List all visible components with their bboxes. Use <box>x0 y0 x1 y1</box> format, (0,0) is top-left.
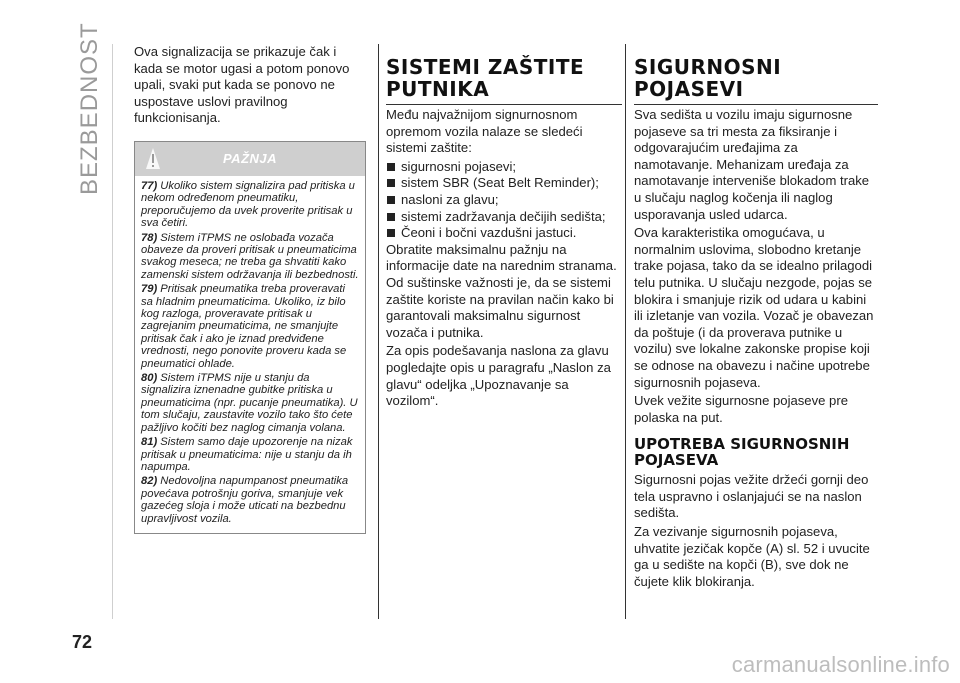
body-paragraph: Obratite maksimalnu pažnju na informacije date na narednim stranama. Od suštinske važnosti je, da se sistemi zaštite koriste na pravilan način kako bi garantovali maksimalnu sigurnost vozača i putnika. <box>386 241 617 340</box>
warning-item-text: Sistem iTPMS nije u stanju da signalizira iznenadne gubitke pritiska u pneumaticima (npr. pucanje pneumatika). U tom slučaju, zaustavite vozilo tako što ćete pažljivo kočiti bez naglog cimanja volana. <box>141 372 358 434</box>
list-item: nasloni za glavu; <box>386 192 622 209</box>
body-paragraph: Sva sedišta u vozilu imaju sigurnosne pojaseve sa tri mesta za fiksiranje i odgovarajućim uređajima za namotavanje. Mehanizam uređaja za namotavanje interveniše blokadom trake u slučaju naglog kočenja ili naglog usporavanja usled udarca. <box>634 107 870 222</box>
warning-item <box>141 180 359 230</box>
warning-item-number: 80) <box>141 372 158 385</box>
warning-item-text: Ukoliko sistem signalizira pad pritiska u nekom određenom pneumatiku, preporučujemo da uvek proverite pritisak u sva četiri. <box>141 179 355 230</box>
column-divider-1 <box>378 44 379 619</box>
warning-box <box>134 141 366 534</box>
warning-item-text: Pritisak pneumatika treba proveravati sa hladnim pneumaticima. Ukoliko, iz bilo kog razloga, proveravate pritisak u zagrejanim pneumaticima, ne smanjujte pritisak čak i ako je iznad predviđene vrednosti, nego ponovite proveru kada se pneumatici ohlade. <box>141 283 347 370</box>
warning-item-number: 79) <box>141 283 158 296</box>
warning-item-text: Sistem iTPMS ne oslobađa vozača obaveze da proveri pritisak u pneumaticima svakog meseca; ne treba ga shvatiti kako zamenski sistem održavanja ili bezbednosti. <box>141 231 359 281</box>
warning-item <box>141 283 359 370</box>
side-divider <box>112 44 113 619</box>
warning-item-number: 82) <box>141 475 158 488</box>
body-paragraph: Uvek vežite sigurnosne pojaseve pre polaska na put. <box>634 393 848 425</box>
warning-item-number: 78) <box>141 231 158 244</box>
watermark: carmanualsonline.info <box>731 652 950 677</box>
column-divider-2 <box>625 44 626 619</box>
body-paragraph: Ova karakteristika omogućava, u normalnim uslovima, slobodno kretanje trake pojasa, tako da se idealno prilagodi telu putnika. U slučaju nezgode, pojas se blokira i smanjuje rizik od udara u kabini ili izletanje van vozila. Vozač je obavezan da poštuje (i da proverava putnike u vozilu) sve lokalne zakonske propise koji se odnose na obavezu i načine upotrebe sigurnosnih pojaseva. <box>634 225 874 390</box>
warning-title: PAŽNJA <box>222 150 278 166</box>
warning-item <box>141 436 359 473</box>
list-item: Čeoni i bočni vazdušni jastuci. <box>386 225 622 242</box>
list-item: sistemi zadržavanja dečijih sedišta; <box>386 209 622 226</box>
intro-paragraph: Među najvažnijom signurnosnom opremom vozila nalaze se sledeći sistemi zaštite: <box>386 107 583 156</box>
warning-body <box>135 176 365 533</box>
list-item: sigurnosni pojasevi; <box>386 159 622 176</box>
warning-header <box>135 142 365 176</box>
page-number: 72 <box>72 632 93 652</box>
intro-paragraph: Ova signalizacija se prikazuje čak i kada se motor ugasi a potom ponovo upali, svaki put kada se ponovo ne uspostave uslovi pravilnog funkcionisanja. <box>134 44 350 126</box>
section-side-title: BEZBEDNOST <box>76 22 103 195</box>
column-1 <box>134 44 366 534</box>
body-paragraph: Za opis podešavanja naslona za glavu pogledajte opis u paragrafu „Naslon za glavu“ odeljka „Upoznavanje sa vozilom“. <box>386 343 611 409</box>
warning-item <box>141 475 359 525</box>
warning-item-text: Nedovoljna napumpanost pneumatika povećava potrošnju goriva, smanjuje vek gazećeg sloja i može uticati na bezbednu upravljivost vozila. <box>141 475 349 525</box>
column-3 <box>634 44 878 592</box>
warning-item-text: Sistem samo daje upozorenje na nizak pritisak u pneumaticima: nije u stanju da ih napumpa. <box>141 436 353 473</box>
list-item: sistem SBR (Seat Belt Reminder); <box>386 175 622 192</box>
body-paragraph: Sigurnosni pojas vežite držeći gornji deo tela uspravno i oslanjajući se na naslon sedišta. <box>634 472 869 521</box>
warning-item <box>141 372 359 434</box>
section-heading-seat-belts: SIGURNOSNI POJASEVI <box>634 56 878 105</box>
column-2 <box>386 44 622 412</box>
body-paragraph: Za vezivanje sigurnosnih pojaseva, uhvatite jezičak kopče (A) sl. 52 i uvucite ga u sedište na kopči (B), sve dok ne čujete klik blokiranja. <box>634 524 870 589</box>
section-heading-passenger-protection: SISTEMI ZAŠTITE PUTNIKA <box>386 56 622 105</box>
warning-item-number: 77) <box>141 179 158 192</box>
protection-systems-list <box>386 159 622 242</box>
warning-item-number: 81) <box>141 436 158 449</box>
warning-item <box>141 232 359 282</box>
subheading-seat-belt-usage: UPOTREBA SIGURNOSNIH POJASEVA <box>634 435 850 470</box>
